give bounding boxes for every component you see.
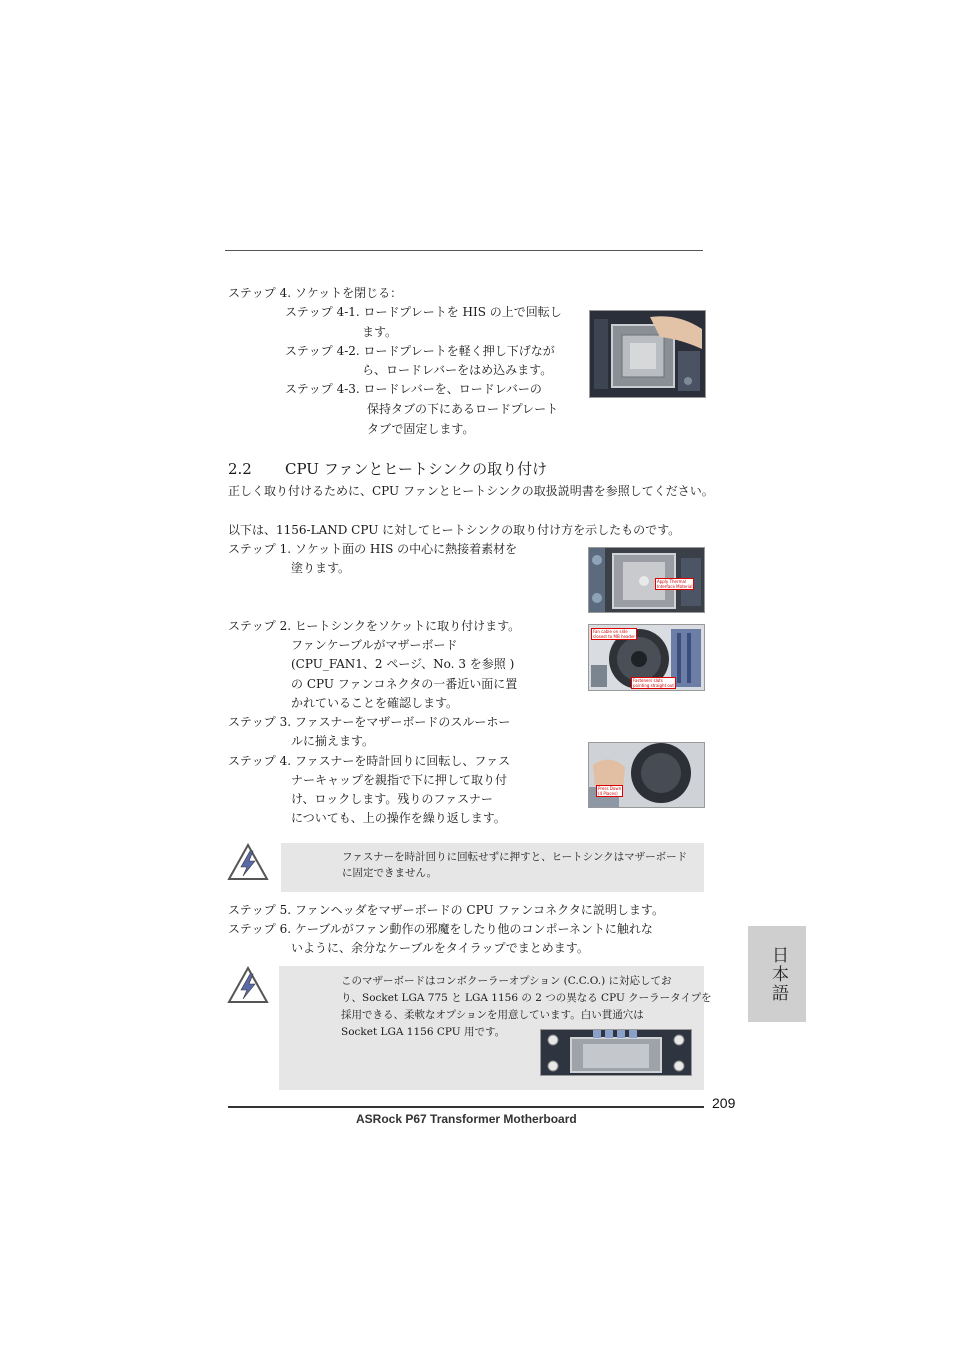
step4-3-line2: 保持タブの下にあるロードプレート (367, 402, 559, 416)
warning-icon (227, 843, 269, 881)
press-down-callout-line1: Press Down (598, 786, 622, 791)
fan-cable-callout-line2: closest to MB header (593, 634, 636, 639)
step6-line1: ステップ 6. ケーブルがファン動作の邪魔をしたり他のコンポーネントに触れな (228, 922, 653, 936)
header-rule (225, 250, 703, 251)
press-down-callout-line2: (4 Places) (598, 791, 618, 796)
step2-line5: かれていることを確認します。 (291, 696, 459, 710)
step4-1-line1: ステップ 4-1. ロードプレートを HIS の上で回転し (285, 305, 562, 319)
note2-line1: このマザーボードはコンボクーラーオプション (C.C.O.) に対応してお (341, 975, 672, 987)
step2-line2: ファンケーブルがマザーボード (291, 638, 458, 652)
fasteners-callout-line1: Fasteners slots (633, 678, 663, 683)
step6-line2: いように、余分なケーブルをタイラップでまとめます。 (291, 941, 589, 955)
note1-line2: に固定できません。 (342, 867, 438, 879)
fasteners-callout (631, 677, 676, 689)
step1-line1: ステップ 1. ソケット面の HIS の中心に熱接着素材を (228, 542, 518, 556)
language-side-tab (748, 926, 806, 1022)
step2-line4: の CPU ファンコネクタの一番近い面に置 (291, 677, 518, 691)
section-intro: 正しく取り付けるために、CPU ファンとヒートシンクの取扱説明書を参照してください。 (228, 484, 714, 498)
heatsink-photo (588, 624, 705, 691)
note2-line2: り、Socket LGA 775 と LGA 1156 の 2 つの異なる CPU クーラータイプを (341, 992, 712, 1004)
language-tab-label: 日本語 (768, 946, 788, 1003)
section-title: CPU ファンとヒートシンクの取り付け (285, 460, 548, 478)
warning-icon-2 (227, 966, 269, 1004)
step4-3-line1: ステップ 4-3. ロードレバーを、ロードレバーの (285, 382, 542, 396)
step4-heading: ステップ 4. ソケットを閉じる： (228, 286, 403, 300)
press-down-photo (588, 742, 705, 808)
step3-line1: ステップ 3. ファスナーをマザーボードのスルーホー (228, 715, 511, 729)
note-box-2 (279, 966, 712, 1090)
thermal-photo (588, 547, 705, 613)
press-down-callout (596, 785, 623, 797)
fan-cable-callout-line1: Fan cable on side (593, 629, 628, 634)
note2-line3: 採用できる、柔軟なオプションを用意しています。白い貫通穴は (341, 1009, 644, 1021)
thermal-callout-line2: Interface Material (657, 584, 693, 589)
note-box-1 (281, 843, 704, 892)
step2-line3: (CPU_FAN1、2 ページ、No. 3 を参照 ) (291, 657, 515, 671)
step4f-line1: ステップ 4. ファスナーを時計回りに回転し、ファス (228, 754, 511, 768)
fan-cable-callout (591, 628, 637, 640)
fasteners-callout-line2: pointing straight out (633, 683, 674, 688)
thermal-callout-line1: Apply Thermal (657, 579, 687, 584)
note2-line4: Socket LGA 1156 CPU 用です。 (341, 1026, 506, 1038)
step4-3-line3: タブで固定します。 (367, 422, 475, 436)
cco-photo (540, 1029, 692, 1076)
step4-2-line1: ステップ 4-2. ロードプレートを軽く押し下げなが (285, 344, 555, 358)
step2-line1: ステップ 2. ヒートシンクをソケットに取り付けます。 (228, 619, 521, 633)
note1-line1: ファスナーを時計回りに回転せずに押すと、ヒートシンクはマザーボード (342, 851, 688, 863)
step4-1-line2: ます。 (362, 325, 398, 339)
step5-line: ステップ 5. ファンヘッダをマザーボードの CPU ファンコネクタに説明します。 (228, 903, 664, 917)
step3-line2: ルに揃えます。 (291, 734, 375, 748)
page-number: 209 (712, 1095, 736, 1111)
section-number: 2.2 (228, 460, 252, 478)
footer-title: ASRock P67 Transformer Motherboard (356, 1112, 577, 1126)
footer-rule (228, 1106, 704, 1108)
step4f-line3: け、ロックします。残りのファスナー (291, 792, 493, 806)
step1-line2: 塗ります。 (291, 561, 351, 575)
section-intro-2: 以下は、1156-LAND CPU に対してヒートシンクの取り付け方を示したものです。 (228, 523, 681, 537)
socket-close-photo (589, 310, 706, 398)
step4f-line4: についても、上の操作を繰り返します。 (291, 811, 506, 825)
thermal-callout (655, 578, 694, 590)
step4-2-line2: ら、ロードレバーをはめ込みます。 (362, 363, 553, 377)
step4f-line2: ナーキャップを親指で下に押して取り付 (291, 773, 508, 787)
